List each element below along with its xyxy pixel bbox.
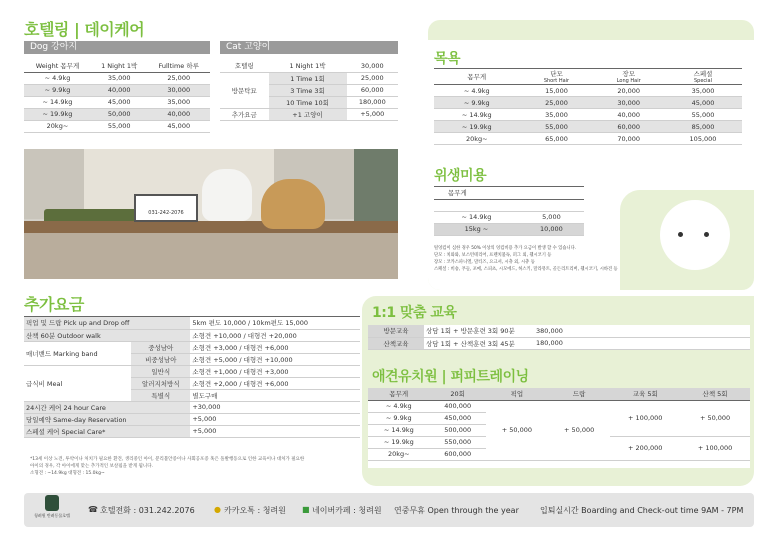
note: 단모 : 치와와, 보스턴테리어, 프렌치불독, 퍼그 외, 웰시코기 등 <box>434 253 552 258</box>
note: 아이의 경우, 각 아이에게 맞는 추가적인 보살핌을 받게 됩니다. <box>30 464 153 469</box>
hygiene-table <box>434 186 584 236</box>
cat-cell: 25,000 <box>347 72 398 84</box>
edu-cell: 180,000 <box>534 337 750 349</box>
cat-cell: 추가요금 <box>220 108 269 120</box>
kinder-table <box>368 388 750 468</box>
hyg-cell: 5,000 <box>519 211 584 223</box>
table-cell: 20kg~ <box>24 120 91 132</box>
dog-bar: Dog 강아지 <box>24 41 210 54</box>
table-cell: 55,000 <box>664 109 742 121</box>
table-cell: 40,000 <box>593 109 664 121</box>
table-cell: 40,000 <box>91 84 148 96</box>
k-pick: + 50,000 <box>486 400 548 460</box>
table-cell: 20,000 <box>593 85 664 97</box>
cat-cell: 180,000 <box>347 96 398 108</box>
k-walk: + 50,000 <box>680 400 750 436</box>
table-cell: 35,000 <box>147 96 210 108</box>
extra-notes <box>30 456 360 477</box>
cat-cell: +1 고양이 <box>269 108 347 120</box>
table-cell <box>593 69 664 85</box>
logo <box>30 495 74 519</box>
table-cell: 35,000 <box>520 109 594 121</box>
edu-cell: 상담 1회 + 방문훈련 3회 90분 <box>424 325 534 337</box>
table-cell: 드랍 <box>548 388 610 400</box>
k-drop: + 50,000 <box>548 400 610 460</box>
table-cell: 산책 60분 Outdoor walk <box>24 329 190 341</box>
k-weight: ~ 4.9kg <box>368 400 430 412</box>
hyg-cell: ~ 14.9kg <box>434 211 519 223</box>
table-cell: 소형견 +5,000 / 대형견 +10,000 <box>190 353 360 365</box>
dog-table <box>24 60 210 133</box>
table-cell: ~ 9.9kg <box>24 84 91 96</box>
dog-illustration <box>620 190 754 290</box>
table-cell: 알러지처방식 <box>131 377 190 389</box>
bath-head: 스페셜 <box>693 70 713 78</box>
table-cell: +5,000 <box>190 425 360 437</box>
table-cell: ~ 14.9kg <box>434 109 520 121</box>
table-cell: 15,000 <box>520 85 594 97</box>
table-cell: 산책 5회 <box>680 388 750 400</box>
table-cell: 중성남아 <box>131 341 190 353</box>
table-cell: ~ 4.9kg <box>24 72 91 84</box>
cat-table <box>220 60 398 121</box>
footer-kakao[interactable]: 카카오톡 : 청려원 <box>224 506 286 515</box>
table-cell: 소형견 +3,000 / 대형견 +6,000 <box>190 341 360 353</box>
footer-cafe[interactable]: 네이버카페 : 청려원 <box>312 506 382 515</box>
table-cell: 55,000 <box>91 120 148 132</box>
bath-head: 단모 <box>550 70 563 78</box>
cat-cell: 호텔링 <box>220 60 269 72</box>
table-cell: 60,000 <box>593 121 664 133</box>
table-cell: Weight 몸무게 <box>24 60 91 72</box>
logo-text: 청려원 반려동물호텔 <box>33 513 71 518</box>
k-price: 450,000 <box>430 412 486 424</box>
bath-table <box>434 68 742 145</box>
bath-sub: Long Hair <box>616 78 641 84</box>
table-cell: ~ 14.9kg <box>24 96 91 108</box>
table-cell: 픽업 및 드랍 Pick up and Drop off <box>24 317 190 329</box>
edu-title: 1:1 맞춤 교육 <box>372 305 457 321</box>
bath-sub: Short Hair <box>543 78 570 84</box>
table-cell: 소형견 +2,000 / 대형견 +6,000 <box>190 377 360 389</box>
k-price: 600,000 <box>430 448 486 460</box>
table-cell: 몸무게 <box>434 69 520 85</box>
table-cell: 스페셜 케어 Special Care* <box>24 425 190 437</box>
table-cell: 65,000 <box>520 133 594 145</box>
cat-cell: 1 Time 1회 <box>269 72 347 84</box>
phone-icon: ☎ <box>88 505 98 514</box>
k-weight: ~ 19.9kg <box>368 436 430 448</box>
cafe-icon: ■ <box>302 505 310 514</box>
table-cell: 5km 편도 10,000 / 10km편도 15,000 <box>190 317 360 329</box>
table-cell: 픽업 <box>486 388 548 400</box>
table-cell: +5,000 <box>190 413 360 425</box>
table-cell: +30,000 <box>190 401 360 413</box>
cat-visit-label: 방문탁묘 <box>220 72 269 108</box>
hotel-photo <box>24 149 398 279</box>
table-cell: ~ 19.9kg <box>24 108 91 120</box>
k-edu: + 200,000 <box>610 436 680 460</box>
table-cell: 105,000 <box>664 133 742 145</box>
hygiene-title: 위생미용 <box>434 168 487 184</box>
k-weight: ~ 14.9kg <box>368 424 430 436</box>
cat-cell: 30,000 <box>347 60 398 72</box>
table-cell: 35,000 <box>91 72 148 84</box>
grooming-notes <box>434 245 644 273</box>
table-cell <box>520 69 594 85</box>
edu-cell: 상담 1회 + 산책훈련 3회 45분 <box>424 337 534 349</box>
cat-cell: 3 Time 3회 <box>269 84 347 96</box>
kakao-icon: ● <box>214 505 221 514</box>
hyg-cell: 10,000 <box>519 223 584 235</box>
table-cell: ~ 19.9kg <box>434 121 520 133</box>
table-cell: 당일예약 Same-day Reservation <box>24 413 190 425</box>
extra-table <box>24 316 360 438</box>
cat-cell: 60,000 <box>347 84 398 96</box>
table-cell: 매너밴드 Marking band <box>24 341 131 365</box>
k-weight: ~ 9.9kg <box>368 412 430 424</box>
note: 장모 : 코카스파니엘, 말티즈, 요크셔, 시츄 외, 시츄 등 <box>434 260 535 265</box>
footer-open: 연중무휴 Open through the year <box>394 506 519 515</box>
edu-cell: 산책교육 <box>368 337 424 349</box>
cat-cell: +5,000 <box>347 108 398 120</box>
table-cell: 45,000 <box>147 120 210 132</box>
table-cell: Fulltime 하루 <box>147 60 210 72</box>
footer-hours: 입퇴실시간 Boarding and Check-out time 9AM - 7PM <box>540 506 744 515</box>
bath-head: 장모 <box>622 70 635 78</box>
footer <box>24 493 754 527</box>
note: 스페셜 : 비숑, 푸들, 포메, 스피츠, 시모에드, 허스키, 말라뮤트, 골든리트리버, 웰시코기, 시바견 등 <box>434 267 618 272</box>
k-edu: + 100,000 <box>610 400 680 436</box>
table-cell: 45,000 <box>664 97 742 109</box>
table-cell: 소형견 +1,000 / 대형견 +3,000 <box>190 365 360 377</box>
bath-sub: Special <box>693 78 712 84</box>
table-cell: 85,000 <box>664 121 742 133</box>
edu-cell: 방문교육 <box>368 325 424 337</box>
extra-title: 추가요금 <box>24 295 84 314</box>
table-cell: 20회 <box>430 388 486 400</box>
phone-sign: 031-242-2076 <box>134 194 198 222</box>
note: 털엉킴이 심한 경우 50% 이상의 엉킴비용 추가 요금이 발생 할 수 있습니다. <box>434 246 577 251</box>
table-cell: 특별식 <box>131 389 190 401</box>
table-cell: 50,000 <box>91 108 148 120</box>
k-price: 550,000 <box>430 436 486 448</box>
hyg-cell: 15kg ~ <box>434 223 519 235</box>
table-cell: 70,000 <box>593 133 664 145</box>
table-cell: 일반식 <box>131 365 190 377</box>
cat-cell: 10 Time 10회 <box>269 96 347 108</box>
kinder-title: 애견유치원 | 퍼피트레이닝 <box>372 369 529 385</box>
table-cell: 40,000 <box>147 108 210 120</box>
note: 소형견 : ~14.9kg 대형견 : 15.0kg~ <box>30 471 105 476</box>
table-cell: 55,000 <box>520 121 594 133</box>
hotel-title: 호텔링 | 데이케어 <box>24 20 145 39</box>
table-cell: 45,000 <box>91 96 148 108</box>
table-cell: 35,000 <box>664 85 742 97</box>
table-cell: ~ 9.9kg <box>434 97 520 109</box>
note: *13세 이상 노견, 투약이나 처치가 필요한 환견, 생리중인 아이, 분리불안증이나 사회공포증 혹은 돌발행동으로 인한 교육이나 대처가 필요한 <box>30 457 305 462</box>
k-price: 500,000 <box>430 424 486 436</box>
table-cell: 24시간 케어 24 hour Care <box>24 401 190 413</box>
table-cell: 30,000 <box>147 84 210 96</box>
k-price: 400,000 <box>430 400 486 412</box>
bath-title: 목욕 <box>434 51 461 67</box>
table-cell: 소형견 +10,000 / 대형견 +20,000 <box>190 329 360 341</box>
table-cell: 별도구매 <box>190 389 360 401</box>
edu-table <box>368 325 750 350</box>
table-cell <box>664 69 742 85</box>
table-cell: 급식비 Meal <box>24 365 131 401</box>
hyg-header: 몸무게 <box>434 187 519 199</box>
table-cell: 교육 5회 <box>610 388 680 400</box>
table-cell: 1 Night 1박 <box>91 60 148 72</box>
k-weight: 20kg~ <box>368 448 430 460</box>
logo-icon <box>45 495 59 511</box>
footer-phone[interactable]: 호텔전화 : 031.242.2076 <box>100 506 195 515</box>
table-cell: 20kg~ <box>434 133 520 145</box>
table-cell: 30,000 <box>593 97 664 109</box>
edu-cell: 380,000 <box>534 325 750 337</box>
table-cell: ~ 4.9kg <box>434 85 520 97</box>
table-cell: 25,000 <box>147 72 210 84</box>
table-cell: 몸무게 <box>368 388 430 400</box>
cat-bar: Cat 고양이 <box>220 41 398 54</box>
table-cell: 비중성남아 <box>131 353 190 365</box>
k-walk: + 100,000 <box>680 436 750 460</box>
table-cell: 25,000 <box>520 97 594 109</box>
cat-cell: 1 Night 1박 <box>269 60 347 72</box>
